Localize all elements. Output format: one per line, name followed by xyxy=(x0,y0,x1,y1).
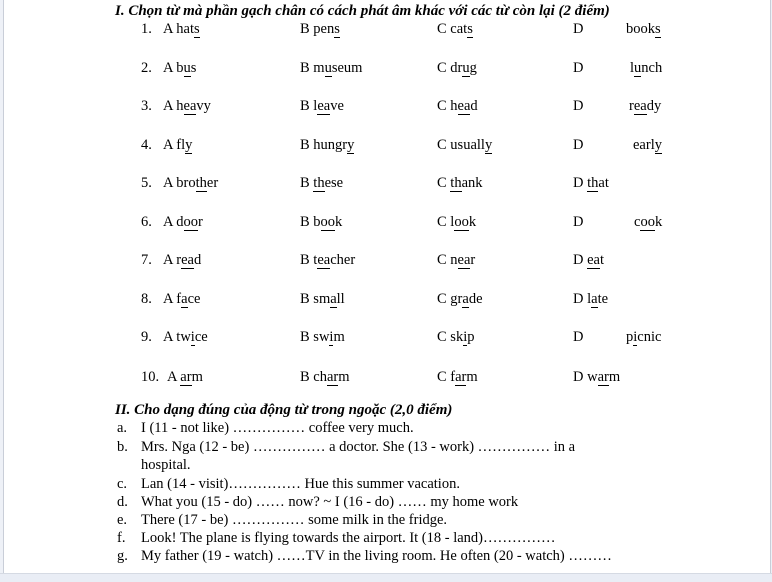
option-a: A twice xyxy=(163,329,208,345)
option-c: C skip xyxy=(437,329,475,345)
item-label: f. xyxy=(117,530,126,546)
q-number: 9. xyxy=(141,329,152,345)
option-d-label: D xyxy=(573,21,584,37)
option-d: books xyxy=(626,21,661,37)
option-d: lunch xyxy=(630,60,663,76)
option-d: D late xyxy=(573,291,609,307)
q-number: 4. xyxy=(141,137,152,153)
option-c: C head xyxy=(437,98,478,114)
option-d: D that xyxy=(573,175,609,191)
option-d-label: D xyxy=(573,98,584,114)
option-b: B small xyxy=(300,291,345,307)
option-b: B teacher xyxy=(300,252,356,268)
option-a: A arm xyxy=(167,369,203,385)
option-b: B museum xyxy=(300,60,363,76)
item-text: My father (19 - watch) ……TV in the living room. He often (20 - watch) ……… xyxy=(141,548,612,564)
item-label: g. xyxy=(117,548,128,564)
option-a: A hats xyxy=(163,21,200,37)
item-text: What you (15 - do) …… now? ~ I (16 - do) …… my home work xyxy=(141,494,519,510)
q-number: 7. xyxy=(141,252,152,268)
option-a: A face xyxy=(163,291,201,307)
q-number: 6. xyxy=(141,214,152,230)
q-number: 8. xyxy=(141,291,152,307)
option-c: C cats xyxy=(437,21,473,37)
item-label: e. xyxy=(117,512,128,528)
q-number: 10. xyxy=(141,369,160,385)
option-c: C grade xyxy=(437,291,483,307)
option-a: A fly xyxy=(163,137,193,153)
option-d: picnic xyxy=(626,329,662,345)
option-d: cook xyxy=(634,214,663,230)
option-d: ready xyxy=(629,98,662,114)
option-b: B book xyxy=(300,214,343,230)
option-b: B pens xyxy=(300,21,340,37)
option-b: B leave xyxy=(300,98,344,114)
option-a: A heavy xyxy=(163,98,211,114)
section2-title: II. Cho dạng đúng của động từ trong ngoặc (2,0 điểm) xyxy=(115,402,453,418)
item-text: There (17 - be) …………… some milk in the fridge. xyxy=(141,512,448,528)
item-label: d. xyxy=(117,494,128,510)
option-b: B these xyxy=(300,175,344,191)
q-number: 3. xyxy=(141,98,152,114)
item-text: Look! The plane is flying towards the airport. It (18 - land)…………… xyxy=(141,530,556,546)
option-d: D eat xyxy=(573,252,605,268)
option-d: D warm xyxy=(573,369,621,385)
option-b: B hungry xyxy=(300,137,355,153)
option-d-label: D xyxy=(573,214,584,230)
item-label: b. xyxy=(117,439,128,455)
option-c: C look xyxy=(437,214,477,230)
option-a: A bus xyxy=(163,60,197,76)
option-c: C thank xyxy=(437,175,483,191)
section1-title: I. Chọn từ mà phần gạch chân có cách phát âm khác với các từ còn lại (2 điểm) xyxy=(115,3,610,19)
option-c: C farm xyxy=(437,369,478,385)
option-d-label: D xyxy=(573,329,584,345)
option-b: B charm xyxy=(300,369,350,385)
option-d: early xyxy=(633,137,662,153)
option-c: C drug xyxy=(437,60,477,76)
item-text: I (11 - not like) …………… coffee very much. xyxy=(141,420,414,436)
q-number: 5. xyxy=(141,175,152,191)
option-a: A read xyxy=(163,252,202,268)
option-a: A door xyxy=(163,214,203,230)
option-d-label: D xyxy=(573,60,584,76)
item-text: Lan (14 - visit)…………… Hue this summer vacation. xyxy=(141,476,460,492)
item-label: c. xyxy=(117,476,128,492)
document-page xyxy=(3,0,771,581)
option-b: B swim xyxy=(300,329,345,345)
item-label: a. xyxy=(117,420,128,436)
item-text-continued: hospital. xyxy=(141,457,191,473)
option-c: C near xyxy=(437,252,476,268)
item-text: Mrs. Nga (12 - be) …………… a doctor. She (13 - work) …………… in a xyxy=(141,439,576,455)
option-d-label: D xyxy=(573,137,584,153)
option-a: A brother xyxy=(163,175,219,191)
q-number: 2. xyxy=(141,60,152,76)
q-number: 1. xyxy=(141,21,152,37)
option-c: C usually xyxy=(437,137,493,153)
